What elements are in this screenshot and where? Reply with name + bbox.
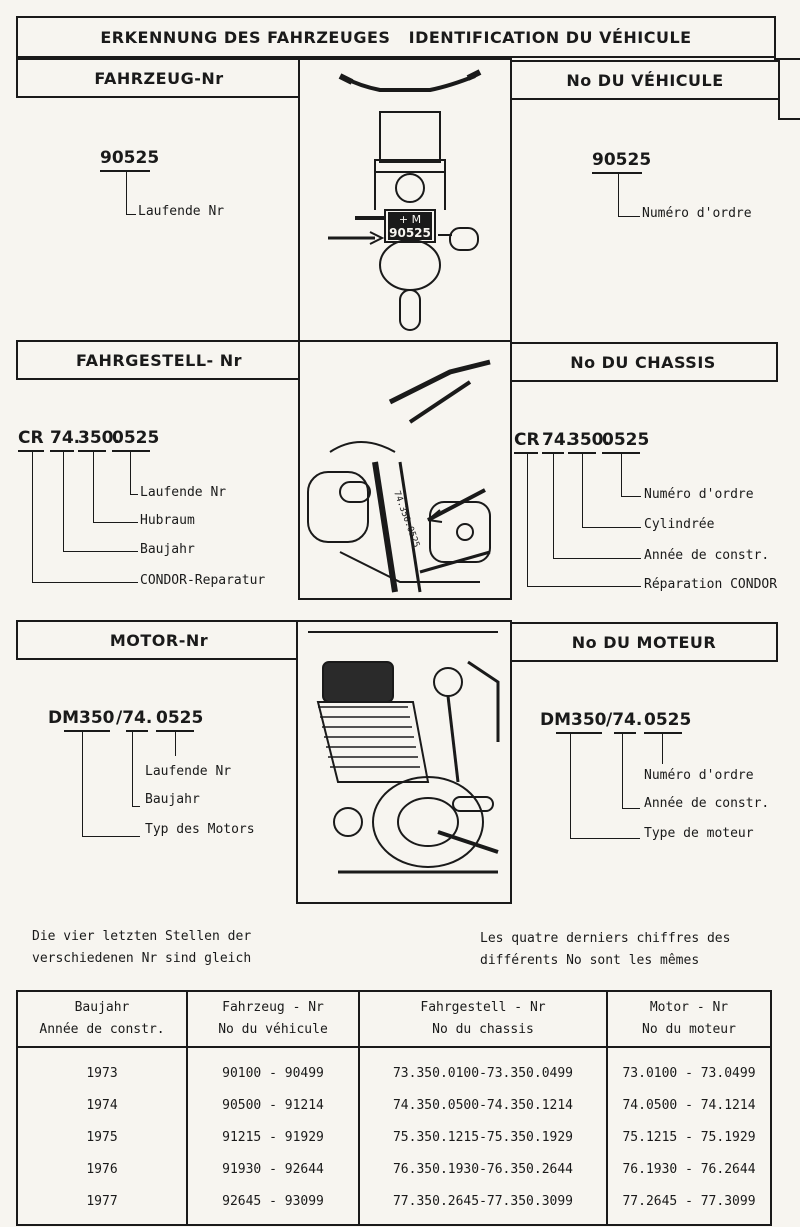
chassis-de-header bbox=[16, 340, 302, 380]
cell-motor: 75.1215 - 75.1929 bbox=[607, 1121, 771, 1153]
page-title-box bbox=[16, 16, 776, 58]
motor-de-label-type: Typ des Motors bbox=[145, 822, 255, 837]
motor-fr-label-serial: Numéro d'ordre bbox=[644, 768, 754, 783]
table-header-row bbox=[17, 991, 771, 1047]
frame-stamp-text: 74.350.0525 bbox=[391, 489, 421, 550]
motor-code-de-type: DM350 bbox=[48, 708, 115, 728]
cell-year: 1975 bbox=[17, 1121, 187, 1153]
motor-code-de-year: /74. bbox=[116, 708, 153, 728]
vehicle-code-de-underline bbox=[100, 170, 150, 172]
plate-top-text: + M bbox=[398, 213, 422, 226]
chassis-code-fr-serial: 0525 bbox=[602, 430, 650, 450]
cell-year: 1974 bbox=[17, 1089, 187, 1121]
vehicle-code-fr-underline bbox=[592, 172, 642, 174]
vehicle-code-de-leader-h bbox=[126, 214, 136, 215]
note-de bbox=[32, 926, 251, 970]
vehicle-fr-label: Numéro d'ordre bbox=[642, 206, 752, 221]
vehicle-de-header bbox=[16, 58, 302, 98]
motor-de-title: MOTOR-Nr bbox=[109, 630, 209, 650]
cell-chassis: 73.350.0100-73.350.0499 bbox=[359, 1047, 607, 1089]
table-row bbox=[17, 1121, 771, 1153]
table-row bbox=[17, 1153, 771, 1185]
table-row bbox=[17, 1047, 771, 1089]
chassis-code-de-cc: 350. bbox=[78, 428, 120, 448]
header-motor-fr: No du moteur bbox=[642, 1022, 736, 1037]
cell-year: 1973 bbox=[17, 1047, 187, 1089]
vehicle-code-de: 90525 bbox=[100, 148, 160, 168]
table-row bbox=[17, 1089, 771, 1121]
cell-chassis: 76.350.1930-76.350.2644 bbox=[359, 1153, 607, 1185]
motor-code-fr-type: DM350 bbox=[540, 710, 607, 730]
cell-vehicle: 91215 - 91929 bbox=[187, 1121, 359, 1153]
note-de-line1: Die vier letzten Stellen der bbox=[32, 929, 252, 944]
chassis-photo bbox=[298, 340, 512, 600]
cell-motor: 74.0500 - 74.1214 bbox=[607, 1089, 771, 1121]
motor-code-fr-serial: 0525 bbox=[644, 710, 692, 730]
chassis-code-fr-cr: CR bbox=[514, 430, 540, 450]
vehicle-code-fr: 90525 bbox=[592, 150, 652, 170]
chassis-de-label-cc: Hubraum bbox=[140, 513, 195, 528]
chassis-code-de-year: 74. bbox=[50, 428, 81, 448]
header-year-de: Baujahr bbox=[74, 1000, 130, 1015]
note-fr bbox=[480, 928, 730, 972]
header-chassis bbox=[359, 991, 607, 1047]
chassis-code-fr-year: 74. bbox=[542, 430, 573, 450]
header-year bbox=[17, 991, 187, 1047]
vehicle-fr-header bbox=[510, 60, 780, 100]
vehicle-code-fr-leader-v bbox=[618, 172, 619, 216]
chassis-fr-label-cc: Cylindrée bbox=[644, 517, 715, 532]
table-row bbox=[17, 1185, 771, 1225]
vehicle-de-title: FAHRZEUG-Nr bbox=[94, 68, 224, 88]
motor-code-fr-year: /74. bbox=[606, 710, 643, 730]
plate-number-text: 90525 bbox=[389, 226, 431, 240]
chassis-code-fr-cc: 350. bbox=[568, 430, 610, 450]
motor-de-label-year: Baujahr bbox=[145, 792, 200, 807]
motor-fr-header bbox=[510, 622, 778, 662]
header-year-fr: Année de constr. bbox=[39, 1022, 165, 1037]
header-vehicle-de: Fahrzeug - Nr bbox=[222, 1000, 324, 1015]
vehicle-de-label: Laufende Nr bbox=[138, 204, 225, 219]
motor-fr-label-type: Type de moteur bbox=[644, 826, 754, 841]
chassis-fr-header bbox=[508, 342, 778, 382]
chassis-fr-label-serial: Numéro d'ordre bbox=[644, 487, 754, 502]
cell-motor: 76.1930 - 76.2644 bbox=[607, 1153, 771, 1185]
note-de-line2: verschiedenen Nr sind gleich bbox=[32, 951, 252, 966]
chassis-de-label-repair: CONDOR-Reparatur bbox=[140, 573, 266, 588]
title-right-line2 bbox=[778, 118, 800, 120]
cell-chassis: 77.350.2645-77.350.3099 bbox=[359, 1185, 607, 1225]
motor-code-de-serial: 0525 bbox=[156, 708, 204, 728]
chassis-de-label-year: Baujahr bbox=[140, 542, 195, 557]
motor-de-header bbox=[16, 620, 302, 660]
vehicle-code-fr-leader-h bbox=[618, 216, 640, 217]
header-vehicle bbox=[187, 991, 359, 1047]
chassis-de-label-serial: Laufende Nr bbox=[140, 485, 227, 500]
header-chassis-fr: No du chassis bbox=[432, 1022, 534, 1037]
vehicle-code-de-leader-v bbox=[126, 170, 127, 214]
chassis-code-de-cr: CR bbox=[18, 428, 44, 448]
motor-fr-label-year: Année de constr. bbox=[644, 796, 770, 811]
header-motor bbox=[607, 991, 771, 1047]
chassis-fr-label-repair: Réparation CONDOR bbox=[644, 577, 778, 592]
cell-motor: 73.0100 - 73.0499 bbox=[607, 1047, 771, 1089]
cell-chassis: 75.350.1215-75.350.1929 bbox=[359, 1121, 607, 1153]
cell-vehicle: 92645 - 93099 bbox=[187, 1185, 359, 1225]
note-fr-line2: différents No sont les mêmes bbox=[480, 953, 700, 968]
chassis-de-title: FAHRGESTELL- Nr bbox=[76, 350, 242, 370]
cell-year: 1976 bbox=[17, 1153, 187, 1185]
cell-chassis: 74.350.0500-74.350.1214 bbox=[359, 1089, 607, 1121]
chassis-fr-label-year: Année de constr. bbox=[644, 548, 770, 563]
number-range-table bbox=[16, 990, 772, 1226]
header-vehicle-fr: No du véhicule bbox=[218, 1022, 328, 1037]
cell-year: 1977 bbox=[17, 1185, 187, 1225]
vehicle-fr-title: No DU VÉHICULE bbox=[566, 70, 724, 90]
motor-fr-title: No DU MOTEUR bbox=[571, 632, 717, 652]
cell-vehicle: 90100 - 90499 bbox=[187, 1047, 359, 1089]
cell-vehicle: 91930 - 92644 bbox=[187, 1153, 359, 1185]
header-chassis-de: Fahrgestell - Nr bbox=[420, 1000, 546, 1015]
chassis-code-de-serial: 0525 bbox=[112, 428, 160, 448]
header-motor-de: Motor - Nr bbox=[649, 1000, 729, 1015]
cell-vehicle: 90500 - 91214 bbox=[187, 1089, 359, 1121]
note-fr-line1: Les quatre derniers chiffres des bbox=[480, 931, 731, 946]
chassis-fr-title: No DU CHASSIS bbox=[570, 352, 716, 372]
motor-photo bbox=[296, 620, 512, 904]
cell-motor: 77.2645 - 77.3099 bbox=[607, 1185, 771, 1225]
motor-de-label-serial: Laufende Nr bbox=[145, 764, 232, 779]
vehicle-photo bbox=[298, 58, 512, 342]
page-title: ERKENNUNG DES FAHRZEUGES IDENTIFICATION DU VÉHICULE bbox=[100, 27, 692, 47]
